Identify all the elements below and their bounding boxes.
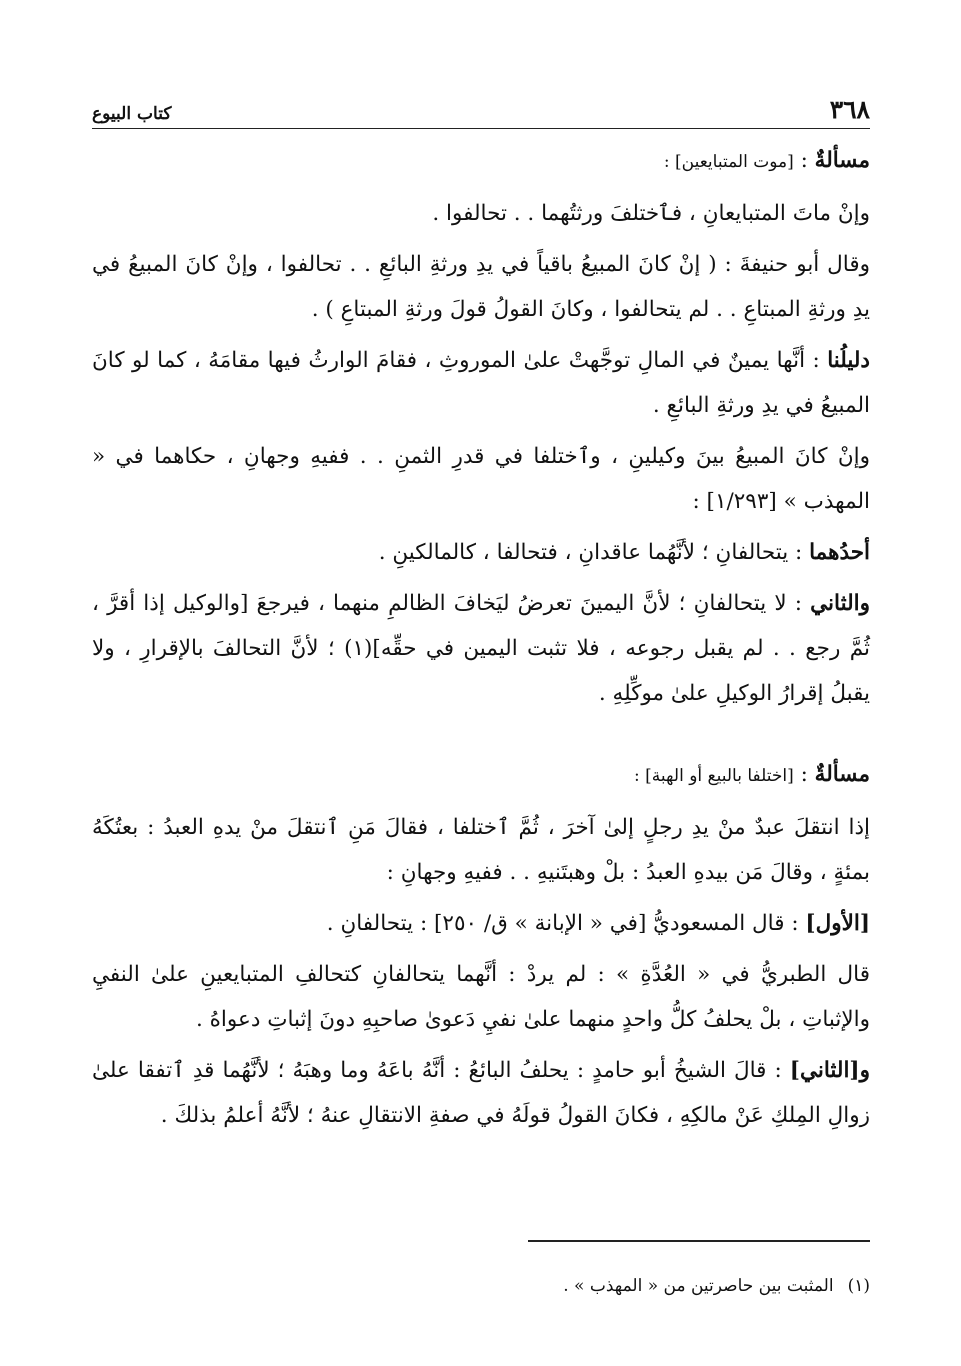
paragraph-lead: والثاني (810, 591, 870, 616)
paragraph (92, 191, 870, 236)
masala-label: مسألةٌ (814, 148, 870, 173)
paragraph-text: وإنْ كانَ المبيعُ بينَ وكيلينِ ، وٱختلفا في قدرِ الثمنِ . . ففيهِ وجهانِ ، حكاهما في « المهذب » [١/٢٩٣] : (92, 444, 870, 514)
paragraph (92, 242, 870, 332)
paragraph-text: : قال المسعوديُّ [في « الإبانة » ق/ ٢٥٠] : يتحالفانِ . (326, 911, 806, 936)
page-header (92, 88, 870, 129)
section-heading (92, 752, 870, 799)
footnote (92, 1276, 870, 1296)
paragraph (92, 530, 870, 575)
paragraph-text: قال الطبريُّ في « العُدَّةِ » : لم يردْ : أنَّهما يتحالفانِ كتحالفِ المتبايعينِ علىٰ النفيِ والإثباتِ ، بلْ يحلفُ كلُّ واحدٍ منهما علىٰ نفيِ دَعوىٰ صاحبِهِ دونَ إثباتِ دعواهُ . (92, 962, 870, 1032)
paragraph-text: : أنَّها يمينٌ في المالِ توجَّهتْ علىٰ الموروثِ ، فقامَ الوارثُ فيها مقامَهُ ، كما لو كانَ المبيعُ في يدِ ورثةِ البائعِ . (92, 348, 870, 418)
section-title: [اختلفا بالبيع أو الهبة] : (634, 766, 794, 786)
masala-label: مسألةٌ (814, 762, 870, 787)
paragraph-lead: و[الثاني] (789, 1058, 870, 1083)
paragraph (92, 1048, 870, 1138)
paragraph-lead: أحدُهما (809, 540, 870, 565)
heading-separator: : (793, 148, 815, 173)
footnote-divider (528, 1240, 870, 1242)
page-number: ٣٦٨ (829, 95, 870, 124)
paragraph (92, 434, 870, 524)
paragraph-text: إذا انتقلَ عبدٌ منْ يدِ رجلٍ إلىٰ آخرَ ، ثُمَّ ٱختلفا ، فقالَ مَنِ ٱنتقلَ منْ يدهِ العبدُ : بعتُكَهُ بمئةٍ ، وقالَ مَن بيدهِ العبدُ : بلْ وهبتَنيهِ . . ففيهِ وجهانِ : (92, 815, 870, 885)
paragraph (92, 581, 870, 716)
footnote-text: المثبت بين حاصرتين من « المهذب » . (563, 1276, 834, 1296)
running-title: كتاب البيوع (92, 104, 172, 124)
paragraph-text: : يتحالفانِ ؛ لأنَّهُما عاقدانِ ، فتحالفا ، كالمالكينِ . (378, 540, 810, 565)
section-heading (92, 138, 870, 185)
paragraph (92, 805, 870, 895)
paragraph (92, 901, 870, 946)
paragraph (92, 952, 870, 1042)
paragraph-lead: دليلُنا (827, 348, 870, 373)
paragraph-text: : لا يتحالفانِ ؛ لأنَّ اليمينَ تعرضُ ليَخافَ الظالمِ منهما ، فيرجعَ [والوكيل إذا أقرَّ ، ثُمَّ رجع . . لم يقبل رجوعه ، فلا تثبت اليمين في حقِّه](١) ؛ لأنَّ التحالفَ بالإقرارِ ، ولا يقبلُ إقرارُ الوكيلِ علىٰ موكِّلِهِ . (92, 591, 870, 706)
paragraph-text: وإنْ ماتَ المتبايعانِ ، فٱختلفَ ورثتُهما . . تحالفوا . (432, 201, 870, 226)
paragraph (92, 338, 870, 428)
paragraph-lead: [الأول] (805, 911, 870, 936)
paragraph-text: وقال أبو حنيفةَ : ( إنْ كانَ المبيعُ باقياً في يدِ ورثةِ البائعِ . . تحالفوا ، وإنْ كانَ المبيعُ في يدِ ورثةِ المبتاعِ . . لم يتحالفوا ، وكانَ القولُ قولَ ورثةِ المبتاعِ ) . (92, 252, 870, 322)
section-title: [موت المتبايعين] : (663, 152, 794, 172)
heading-separator: : (793, 762, 815, 787)
paragraph-text: : قالَ الشيخُ أبو حامدٍ : يحلفُ البائعُ : أنَّهُ باعَهُ وما وهبَهُ ؛ لأنَّهُما قدِ ٱتفقا علىٰ زوالِ المِلكِ عَنْ مالكِهِ ، فكانَ القولُ قولَهُ في صفةِ الانتقالِ عنهُ ؛ لأنَّهُ أعلمُ بذلكَ . (92, 1058, 870, 1128)
footnote-number: (١) (847, 1276, 870, 1296)
main-text (92, 138, 870, 1144)
